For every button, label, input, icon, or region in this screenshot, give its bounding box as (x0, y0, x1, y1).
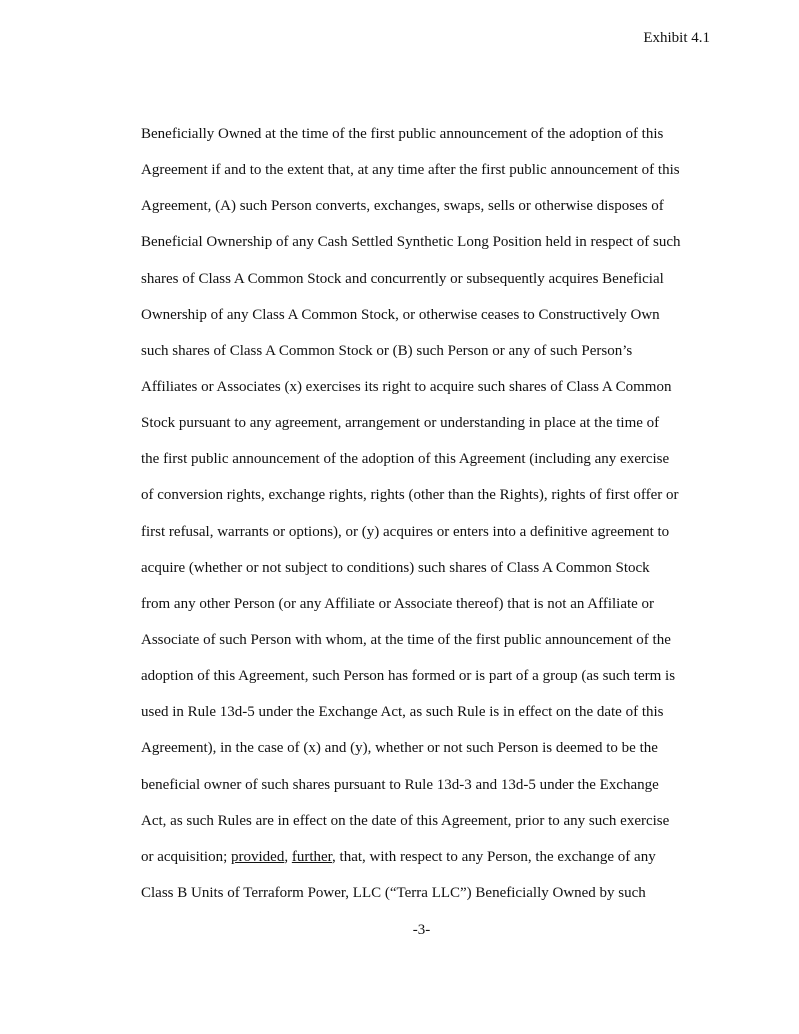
page-number: -3- (412, 922, 431, 938)
text-line: Ownership of any Class A Common Stock, or otherwise ceases to Constructively Own (141, 306, 660, 323)
line-prefix: or acquisition; (141, 848, 231, 865)
text-line: Affiliates or Associates (x) exercises its right to acquire such shares of Class A Common (141, 378, 672, 395)
exhibit-label: Exhibit 4.1 (643, 30, 710, 46)
comma-text: , (284, 848, 292, 865)
text-line: Act, as such Rules are in effect on the date of this Agreement, prior to any such exercise (141, 812, 670, 829)
text-line: first refusal, warrants or options), or (y) acquires or enters into a definitive agreement to (141, 523, 670, 540)
text-line: beneficial owner of such shares pursuant to Rule 13d-3 and 13d-5 under the Exchange (141, 776, 659, 793)
text-line: shares of Class A Common Stock and concurrently or subsequently acquires Beneficial (141, 270, 664, 287)
text-line: Agreement if and to the extent that, at any time after the first public announcement of this (141, 162, 680, 179)
text-line: adoption of this Agreement, such Person has formed or is part of a group (as such term is (141, 668, 676, 685)
text-line: Associate of such Person with whom, at the time of the first public announcement of the (141, 631, 671, 648)
text-line: of conversion rights, exchange rights, rights (other than the Rights), rights of first offer or (141, 487, 679, 504)
text-line-provided-further (141, 847, 721, 883)
text-line: acquire (whether or not subject to conditions) such shares of Class A Common Stock (141, 559, 650, 576)
further-term: further (291, 848, 333, 865)
text-line: Class B Units of Terraform Power, LLC (“Terra LLC”) Beneficially Owned by such (141, 884, 646, 901)
provided-term: provided (231, 848, 285, 865)
body-paragraph (141, 124, 721, 919)
text-line: Beneficial Ownership of any Cash Settled Synthetic Long Position held in respect of such (141, 234, 681, 251)
text-line: the first public announcement of the adoption of this Agreement (including any exercise (141, 451, 670, 468)
text-line: such shares of Class A Common Stock or (B) such Person or any of such Person’s (141, 342, 633, 359)
text-line: Agreement), in the case of (x) and (y), whether or not such Person is deemed to be the (141, 740, 658, 757)
text-line: Agreement, (A) such Person converts, exchanges, swaps, sells or otherwise disposes of (141, 198, 664, 215)
text-line: Stock pursuant to any agreement, arrangement or understanding in place at the time of (141, 415, 660, 432)
text-line: used in Rule 13d-5 under the Exchange Act, as such Rule is in effect on the date of this (141, 704, 664, 721)
text-line: Beneficially Owned at the time of the first public announcement of the adoption of this (141, 126, 664, 142)
line-suffix: , that, with respect to any Person, the exchange of any (332, 848, 656, 865)
text-line: from any other Person (or any Affiliate or Associate thereof) that is not an Affiliate or (141, 595, 655, 612)
